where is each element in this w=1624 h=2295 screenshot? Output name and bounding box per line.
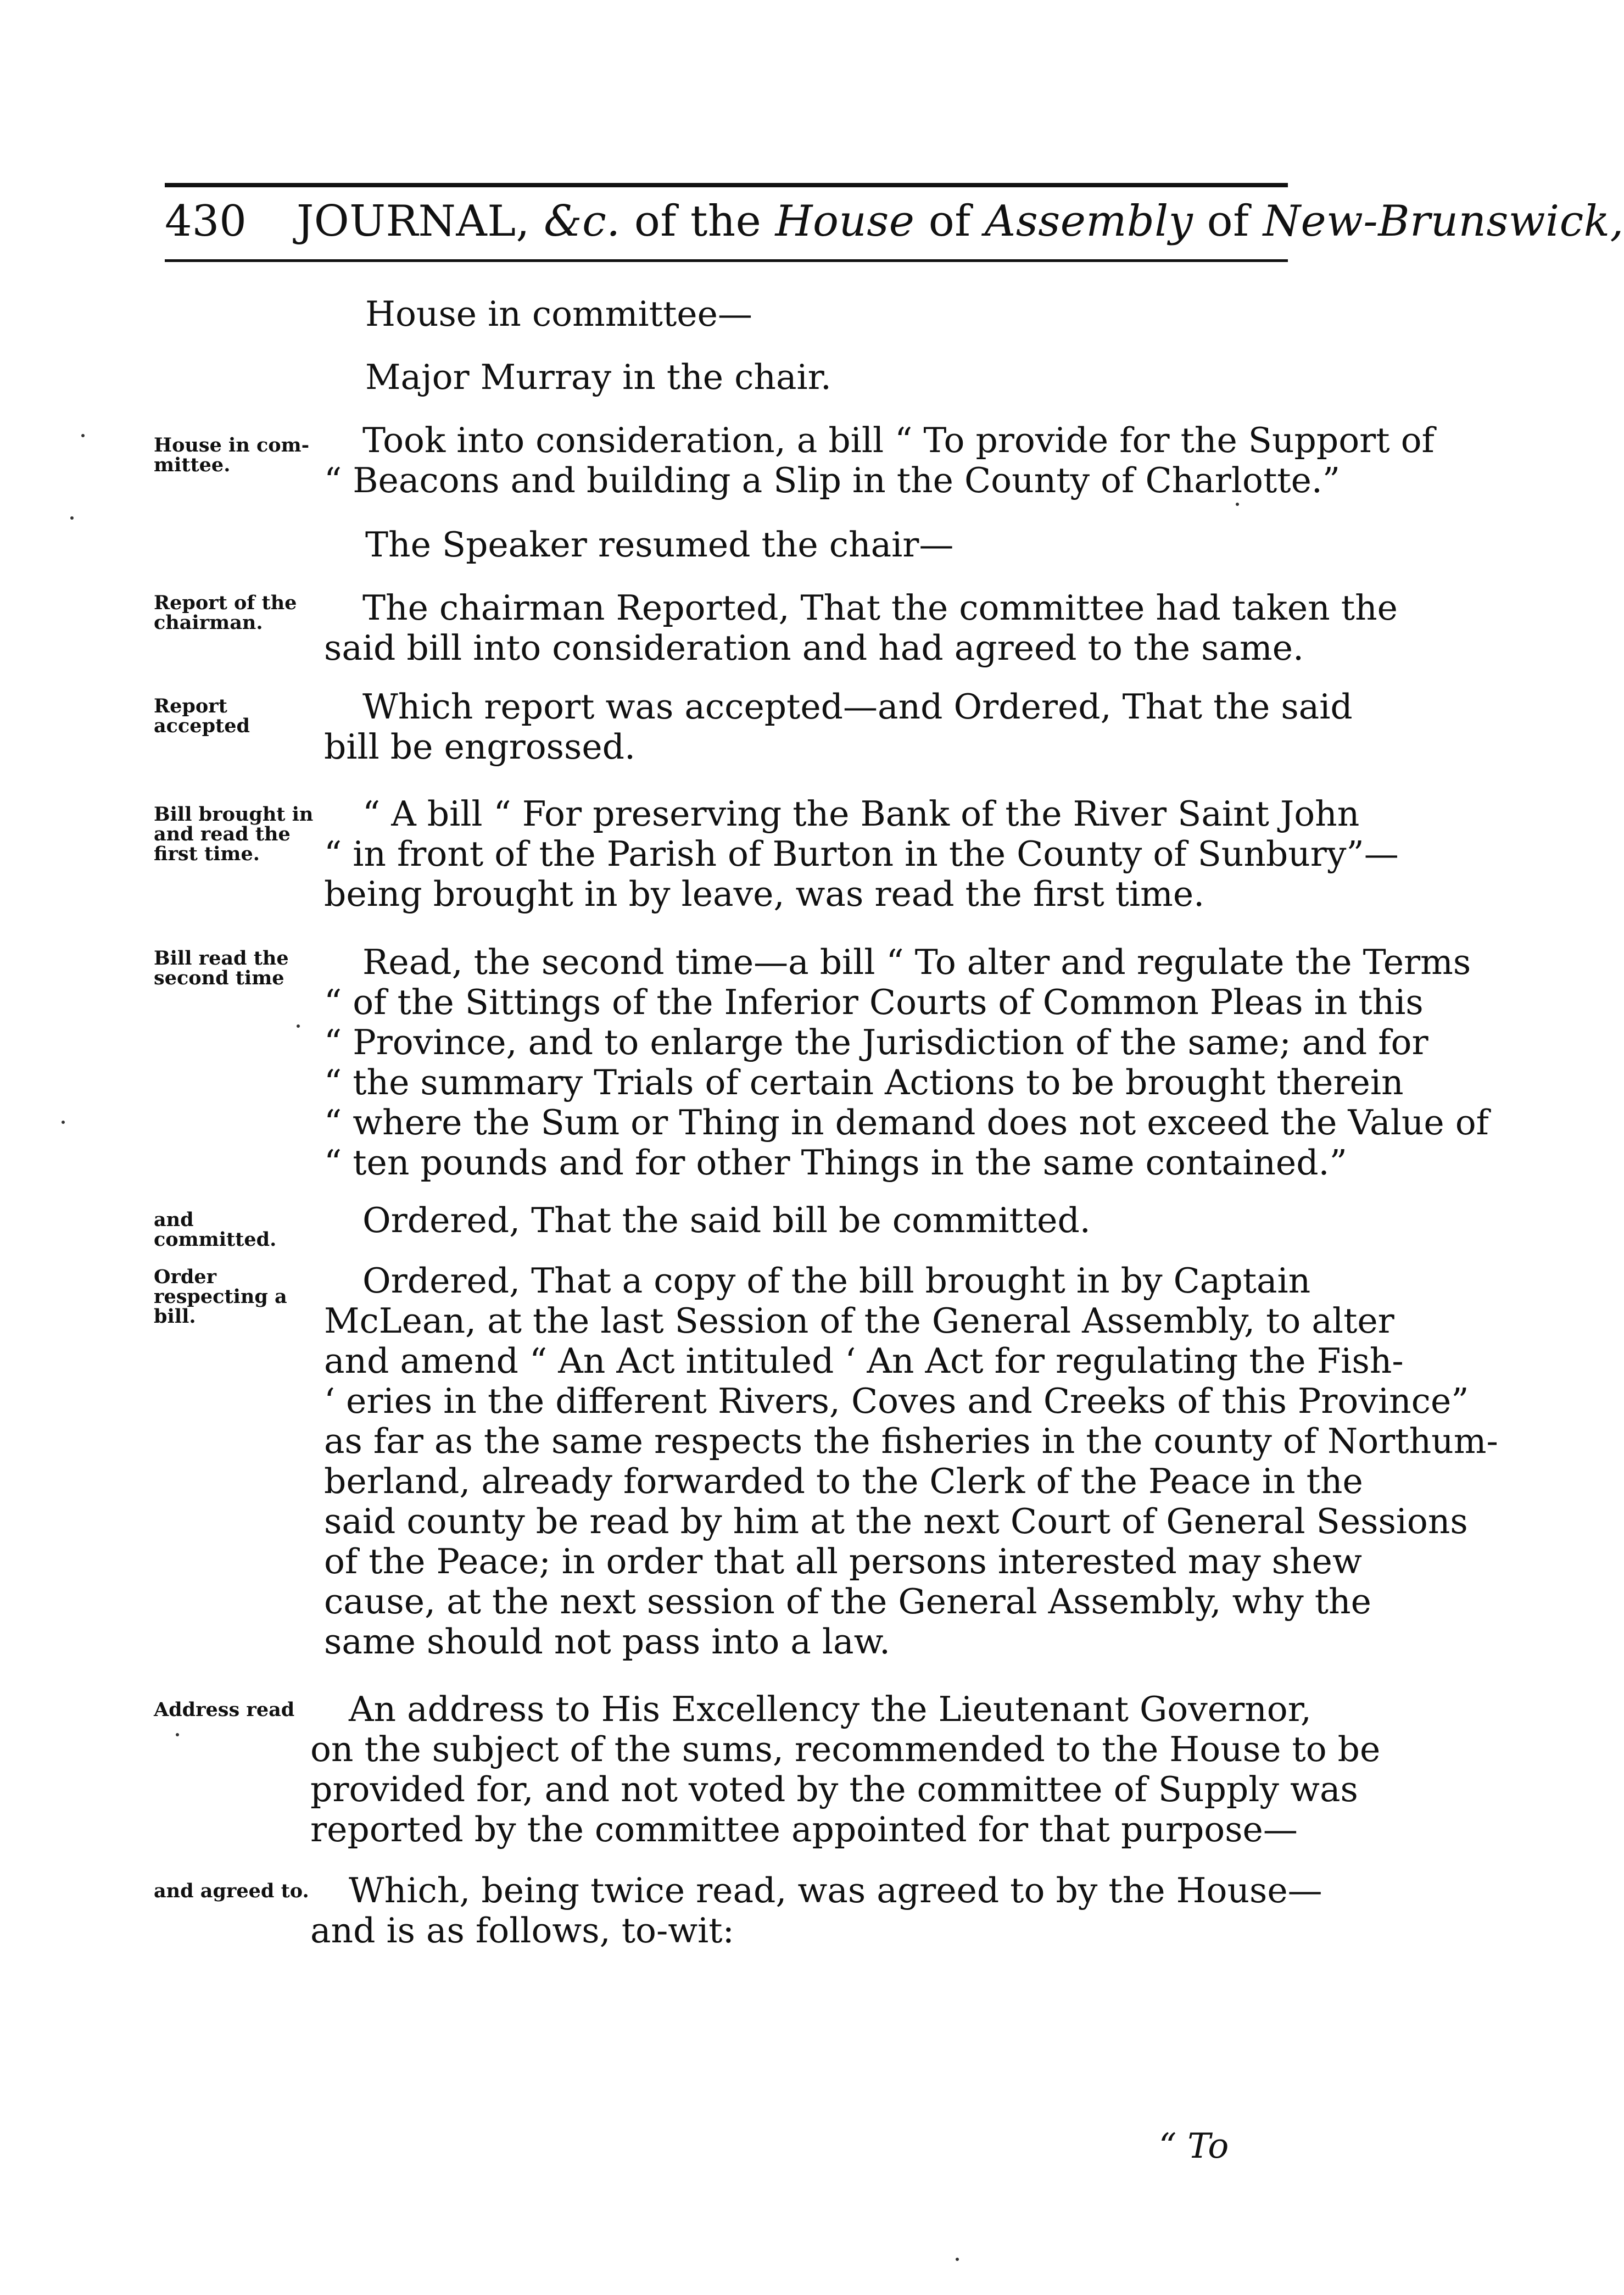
entry-text: [324, 1200, 1291, 1240]
text-line: Which report was accepted—and Ordered, That the said: [362, 687, 1353, 727]
text-line: reported by the committee appointed for that purpose—: [310, 1809, 1298, 1850]
text-line: The chairman Reported, That the committee had taken the: [362, 588, 1398, 628]
scan-speck: [1236, 503, 1239, 506]
text-line: “ A bill “ For preserving the Bank of the River Saint John: [362, 794, 1360, 834]
text-line: and amend “ An Act intituled ‘ An Act for regulating the Fish-: [324, 1341, 1404, 1381]
page-number: 430: [165, 197, 247, 246]
text-line: Major Murray in the chair.: [365, 357, 831, 397]
margin-note: Order respecting a bill.: [154, 1266, 287, 1328]
margin-note: Address read: [154, 1698, 295, 1721]
text-line: cause, at the next session of the General Assembly, why the: [324, 1581, 1371, 1622]
entry-text: [365, 294, 1332, 334]
text-line: same should not pass into a law.: [324, 1622, 891, 1662]
text-line: Took into consideration, a bill “ To provide for the Support of: [362, 420, 1435, 460]
text-line: said bill into consideration and had agreed to the same.: [324, 628, 1304, 668]
text-line: being brought in by leave, was read the first time.: [324, 874, 1205, 914]
entry-text: [324, 942, 1489, 1183]
text-line: “ Province, and to enlarge the Jurisdiction of the same; and for: [324, 1022, 1428, 1062]
text-line: “ of the Sittings of the Inferior Courts of Common Pleas in this: [324, 982, 1424, 1022]
text-line: McLean, at the last Session of the General Assembly, to alter: [324, 1301, 1394, 1341]
margin-note: House in com-mittee.: [154, 434, 310, 476]
header-rule-bottom: [165, 259, 1288, 262]
scan-speck: [956, 2258, 959, 2261]
text-line: provided for, and not voted by the committee of Supply was: [310, 1769, 1358, 1809]
text-line: “ the summary Trials of certain Actions to be brought therein: [324, 1062, 1404, 1102]
text-line: bill be engrossed.: [324, 727, 635, 767]
text-line: as far as the same respects the fisheries in the county of Northum-: [324, 1421, 1498, 1461]
scan-speck: [81, 434, 85, 437]
text-line: Ordered, That a copy of the bill brought in by Captain: [362, 1261, 1311, 1301]
text-line: The Speaker resumed the chair—: [365, 525, 954, 565]
scan-speck: [62, 1121, 65, 1124]
text-line: and is as follows, to-wit:: [310, 1910, 734, 1951]
text-line: on the subject of the sums, recommended to the House to be: [310, 1729, 1381, 1769]
header-rule-top: [165, 183, 1288, 187]
text-line: “ in front of the Parish of Burton in the County of Sunbury”—: [324, 834, 1399, 874]
entry-text: [324, 1261, 1498, 1662]
text-line: Ordered, That the said bill be committed.: [362, 1200, 1091, 1240]
margin-note: and agreed to.: [154, 1880, 309, 1902]
entry-text: [365, 357, 1332, 397]
text-line: Which, being twice read, was agreed to by the House—: [349, 1870, 1322, 1910]
margin-note: and committed.: [154, 1208, 277, 1251]
running-title: JOURNAL, &c. of the House of Assembly of New-Brunswick,: [297, 197, 1624, 246]
scan-speck: [297, 1024, 300, 1028]
entry-text: [324, 588, 1398, 668]
text-line: “ where the Sum or Thing in demand does not exceed the Value of: [324, 1102, 1489, 1143]
text-line: “ ten pounds and for other Things in the same contained.”: [324, 1143, 1347, 1183]
entry-text: [324, 420, 1435, 500]
entry-text: [310, 1870, 1322, 1951]
text-line: An address to His Excellency the Lieutenant Governor,: [349, 1689, 1312, 1729]
margin-note: Bill read the second time: [154, 947, 289, 989]
catchword: “ To: [1159, 2126, 1229, 2166]
text-line: Read, the second time—a bill “ To alter and regulate the Terms: [362, 942, 1471, 982]
entry-text: [324, 794, 1399, 914]
margin-note: Report accepted: [154, 695, 250, 737]
margin-note: Bill brought in and read the first time.: [154, 803, 314, 865]
entry-text: [310, 1689, 1381, 1850]
scan-speck: [176, 1733, 179, 1736]
entry-text: [324, 687, 1353, 767]
running-header: [165, 192, 1624, 255]
text-line: House in committee—: [365, 294, 752, 334]
text-line: “ Beacons and building a Slip in the County of Charlotte.”: [324, 460, 1341, 500]
text-line: said county be read by him at the next Court of General Sessions: [324, 1501, 1468, 1541]
margin-note: Report of the chairman.: [154, 592, 297, 634]
scan-speck: [70, 516, 74, 520]
text-line: ‘ eries in the different Rivers, Coves and Creeks of this Province”: [324, 1381, 1469, 1421]
text-line: of the Peace; in order that all persons interested may shew: [324, 1541, 1362, 1581]
text-line: berland, already forwarded to the Clerk of the Peace in the: [324, 1461, 1363, 1501]
entry-text: [365, 525, 1332, 565]
